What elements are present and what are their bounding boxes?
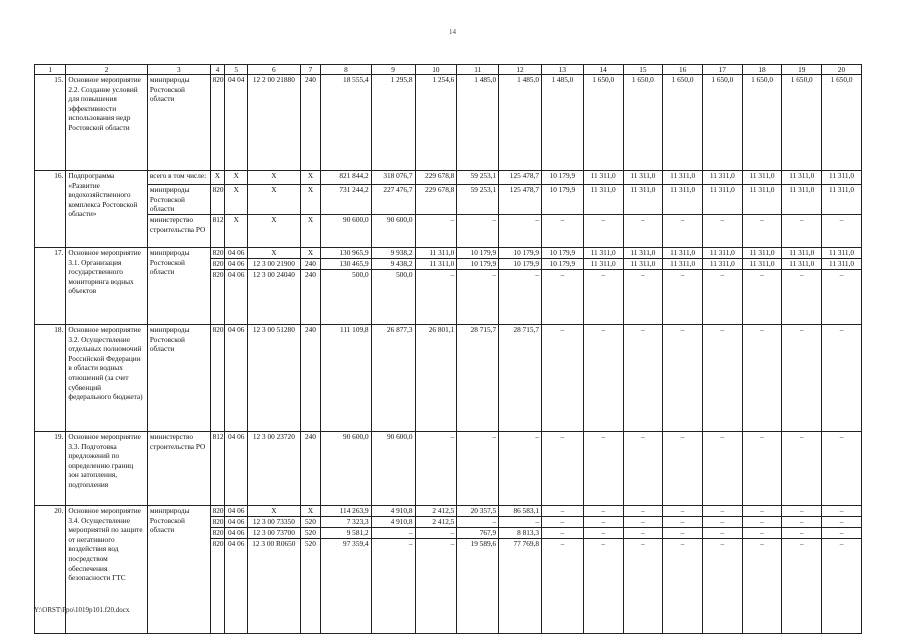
target-article-code: X [248,171,300,185]
amount-cell: 28 715,7 [499,325,542,432]
amount-cell: 227 476,7 [371,185,415,215]
amount-cell: 1 650,0 [822,75,862,171]
page-number: 14 [449,28,456,36]
amount-cell: – [742,506,782,517]
amount-cell: – [702,270,742,325]
grbs-code: 820 [210,517,225,528]
expense-type-code: X [300,248,321,259]
amount-cell: – [822,539,862,634]
amount-cell: – [541,506,583,517]
amount-cell: 26 877,3 [371,325,415,432]
target-article-code: 12 3 00 R0650 [248,539,300,634]
executor-cell: минприроды Ростовской области [147,75,210,171]
table-row [35,432,862,506]
amount-cell: 11 311,0 [623,171,663,185]
amount-cell: 318 076,7 [371,171,415,185]
amount-cell: – [499,517,542,528]
section-code: 04 06 [225,517,248,528]
expense-type-code: X [300,506,321,517]
amount-cell: – [782,270,822,325]
row-number: 20. [35,506,66,634]
amount-cell: 11 311,0 [663,248,703,259]
amount-cell: 11 311,0 [742,171,782,185]
amount-cell: – [623,506,663,517]
grbs-code: 820 [210,185,225,215]
col-header: 8 [321,65,371,75]
amount-cell: – [702,325,742,432]
amount-cell: 59 253,1 [457,185,499,215]
section-code: X [225,185,248,215]
amount-cell: – [541,517,583,528]
amount-cell: – [541,325,583,432]
amount-cell: 90 600,0 [321,215,371,248]
measure-title: Основное мероприятие 3.1. Организация государственного мониторинга водных объектов [66,248,148,325]
col-header: 20 [822,65,862,75]
amount-cell: – [782,539,822,634]
amount-cell: 4 910,8 [371,517,415,528]
amount-cell: 10 179,9 [499,248,542,259]
grbs-code: 812 [210,215,225,248]
amount-cell: – [583,528,623,539]
amount-cell: – [457,270,499,325]
file-path-footer: Y:\ORST\Ppo\1019p101.f20.docx [34,606,130,614]
measure-title: Основное мероприятие 3.2. Осуществление отдельных полномочий Российской Федерации в области водных отношений (за счет субвенций федерального бюджета) [66,325,148,432]
amount-cell: 77 769,8 [499,539,542,634]
amount-cell: – [415,215,457,248]
amount-cell: 18 555,4 [321,75,371,171]
col-header: 7 [300,65,321,75]
amount-cell: – [663,270,703,325]
table-row [35,215,862,248]
amount-cell: 10 179,9 [457,248,499,259]
amount-cell: 229 678,8 [415,185,457,215]
target-article-code: 12 3 00 23720 [248,432,300,506]
table-row [35,75,862,171]
amount-cell: – [457,517,499,528]
col-header: 4 [210,65,225,75]
amount-cell: 11 311,0 [742,248,782,259]
expense-type-code: X [300,215,321,248]
amount-cell: 11 311,0 [702,248,742,259]
amount-cell: – [623,215,663,248]
amount-cell: – [583,325,623,432]
amount-cell: 1 650,0 [663,75,703,171]
amount-cell: – [499,432,542,506]
amount-cell: – [623,528,663,539]
amount-cell: 4 910,8 [371,506,415,517]
col-header: 6 [248,65,300,75]
amount-cell: 9 938,2 [371,248,415,259]
amount-cell: – [541,215,583,248]
amount-cell: – [782,528,822,539]
amount-cell: 19 589,6 [457,539,499,634]
target-article-code: X [248,248,300,259]
grbs-code: 820 [210,325,225,432]
amount-cell: 26 801,1 [415,325,457,432]
col-header: 1 [35,65,66,75]
amount-cell: 1 650,0 [702,75,742,171]
table-row [35,171,862,185]
amount-cell: 11 311,0 [702,185,742,215]
amount-cell: – [782,432,822,506]
grbs-code: 820 [210,75,225,171]
expense-type-code: X [300,171,321,185]
amount-cell: 28 715,7 [457,325,499,432]
amount-cell: 11 311,0 [742,259,782,270]
amount-cell: – [541,539,583,634]
amount-cell: 130 465,9 [321,259,371,270]
amount-cell: – [702,432,742,506]
section-code: 04 06 [225,325,248,432]
amount-cell: 1 485,0 [457,75,499,171]
amount-cell: 767,9 [457,528,499,539]
amount-cell: – [822,506,862,517]
section-code: 04 06 [225,248,248,259]
amount-cell: – [742,325,782,432]
expense-type-code: 240 [300,432,321,506]
amount-cell: – [663,325,703,432]
amount-cell: 111 109,8 [321,325,371,432]
amount-cell: 11 311,0 [782,185,822,215]
amount-cell: – [702,528,742,539]
amount-cell: – [702,539,742,634]
amount-cell: – [583,506,623,517]
amount-cell: 11 311,0 [663,171,703,185]
col-header: 16 [663,65,703,75]
amount-cell: 125 478,7 [499,171,542,185]
row-number: 19. [35,432,66,506]
amount-cell: 130 965,9 [321,248,371,259]
amount-cell: – [663,539,703,634]
target-article-code: 12 3 00 51280 [248,325,300,432]
amount-cell: – [541,528,583,539]
amount-cell: – [822,215,862,248]
amount-cell: 11 311,0 [663,185,703,215]
amount-cell: – [663,506,703,517]
amount-cell: 1 650,0 [782,75,822,171]
amount-cell: – [457,215,499,248]
amount-cell: – [822,325,862,432]
amount-cell: – [742,517,782,528]
target-article-code: 12 3 00 73350 [248,517,300,528]
amount-cell: – [371,528,415,539]
col-header: 13 [541,65,583,75]
amount-cell: – [782,215,822,248]
row-number: 18. [35,325,66,432]
expense-type-code: 240 [300,325,321,432]
amount-cell: 7 323,3 [321,517,371,528]
row-number: 17. [35,248,66,325]
row-number: 15. [35,75,66,171]
table-row [35,248,862,259]
amount-cell: – [782,325,822,432]
amount-cell: 11 311,0 [782,171,822,185]
section-code: 04 06 [225,506,248,517]
amount-cell: – [623,539,663,634]
amount-cell: 86 583,1 [499,506,542,517]
grbs-code: X [210,171,225,185]
amount-cell: – [742,528,782,539]
amount-cell: – [623,432,663,506]
amount-cell: 11 311,0 [822,259,862,270]
grbs-code: 820 [210,539,225,634]
col-header: 12 [499,65,542,75]
amount-cell: 10 179,9 [541,185,583,215]
expense-type-code: 520 [300,539,321,634]
amount-cell: – [623,270,663,325]
amount-cell: – [822,270,862,325]
section-code: X [225,171,248,185]
amount-cell: – [415,528,457,539]
section-code: 04 06 [225,539,248,634]
amount-cell: 11 311,0 [702,259,742,270]
amount-cell: – [822,517,862,528]
grbs-code: 820 [210,259,225,270]
col-header: 14 [583,65,623,75]
col-header: 9 [371,65,415,75]
amount-cell: 11 311,0 [822,171,862,185]
grbs-code: 820 [210,248,225,259]
target-article-code: X [248,506,300,517]
executor-cell: минприроды Ростовской области [147,248,210,325]
col-header: 10 [415,65,457,75]
amount-cell: 1 295,8 [371,75,415,171]
executor-cell: всего в том числе: [147,171,210,185]
amount-cell: – [583,270,623,325]
amount-cell: – [457,432,499,506]
expense-type-code: 520 [300,517,321,528]
amount-cell: – [415,432,457,506]
amount-cell: 11 311,0 [663,259,703,270]
amount-cell: 1 485,0 [499,75,542,171]
col-header: 11 [457,65,499,75]
table-row [35,506,862,517]
measure-title: Основное мероприятие 2.2. Создание условий для повышения эффективности использования недр Ростовской области [66,75,148,171]
amount-cell: – [663,432,703,506]
amount-cell: – [742,432,782,506]
amount-cell: 9 438,2 [371,259,415,270]
amount-cell: – [742,539,782,634]
measure-title: Основное мероприятие 3.3. Подготовка предложений по определению границ зон затопления, подтопления [66,432,148,506]
amount-cell: 11 311,0 [583,185,623,215]
amount-cell: – [583,517,623,528]
amount-cell: 10 179,9 [541,248,583,259]
executor-cell: минприроды Ростовской области [147,506,210,634]
amount-cell: 20 357,5 [457,506,499,517]
section-code: 04 06 [225,528,248,539]
amount-cell: 11 311,0 [583,171,623,185]
amount-cell: 90 600,0 [321,432,371,506]
amount-cell: – [742,270,782,325]
amount-cell: – [663,528,703,539]
row-number: 16. [35,171,66,248]
amount-cell: – [541,270,583,325]
amount-cell: 11 311,0 [782,259,822,270]
amount-cell: 114 263,9 [321,506,371,517]
amount-cell: – [499,270,542,325]
amount-cell: 10 179,9 [457,259,499,270]
section-code: 04 06 [225,270,248,325]
expense-type-code: 240 [300,75,321,171]
amount-cell: 821 844,2 [321,171,371,185]
amount-cell: 11 311,0 [623,259,663,270]
amount-cell: – [583,432,623,506]
col-header: 17 [702,65,742,75]
table-row [35,325,862,432]
amount-cell: 500,0 [321,270,371,325]
amount-cell: – [623,325,663,432]
col-header: 18 [742,65,782,75]
amount-cell: 2 412,5 [415,517,457,528]
amount-cell: 10 179,9 [541,171,583,185]
amount-cell: – [782,506,822,517]
expense-type-code: X [300,185,321,215]
grbs-code: 820 [210,528,225,539]
section-code: X [225,215,248,248]
grbs-code: 812 [210,432,225,506]
budget-table [34,64,862,634]
amount-cell: 11 311,0 [583,248,623,259]
amount-cell: 11 311,0 [583,259,623,270]
amount-cell: 11 311,0 [742,185,782,215]
amount-cell: 11 311,0 [782,248,822,259]
expense-type-code: 240 [300,270,321,325]
amount-cell: 11 311,0 [623,185,663,215]
executor-cell: минприроды Ростовской области [147,185,210,215]
amount-cell: 90 600,0 [371,215,415,248]
amount-cell: 1 485,0 [541,75,583,171]
col-header: 15 [623,65,663,75]
amount-cell: – [822,528,862,539]
grbs-code: 820 [210,270,225,325]
amount-cell: 11 311,0 [822,248,862,259]
amount-cell: 1 254,6 [415,75,457,171]
amount-cell: – [702,517,742,528]
target-article-code: X [248,185,300,215]
target-article-code: 12 3 00 24040 [248,270,300,325]
measure-title: Подпрограмма «Развитие водохозяйственного комплекса Ростовской области» [66,171,148,248]
measure-title: Основное мероприятие 3.4. Осуществление мероприятий по защите от негативного воздействия вод посредством обеспечения безопасности ГТС [66,506,148,634]
amount-cell: – [415,539,457,634]
target-article-code: 12 2 00 21880 [248,75,300,171]
col-header: 5 [225,65,248,75]
amount-cell: – [583,539,623,634]
amount-cell: – [371,539,415,634]
amount-cell: 1 650,0 [583,75,623,171]
amount-cell: 10 179,9 [541,259,583,270]
executor-cell: министерство строительства РО [147,432,210,506]
amount-cell: 90 600,0 [371,432,415,506]
expense-type-code: 240 [300,259,321,270]
target-article-code: 12 3 00 73700 [248,528,300,539]
amount-cell: 1 650,0 [623,75,663,171]
amount-cell: 731 244,2 [321,185,371,215]
amount-cell: 8 813,3 [499,528,542,539]
amount-cell: – [541,432,583,506]
amount-cell: – [742,215,782,248]
section-code: 04 06 [225,432,248,506]
amount-cell: – [822,432,862,506]
amount-cell: 11 311,0 [623,248,663,259]
table-header-row [35,65,862,75]
amount-cell: 125 478,7 [499,185,542,215]
col-header: 3 [147,65,210,75]
target-article-code: 12 3 00 21900 [248,259,300,270]
col-header: 2 [66,65,148,75]
amount-cell: – [702,506,742,517]
amount-cell: – [702,215,742,248]
amount-cell: – [583,215,623,248]
grbs-code: 820 [210,506,225,517]
amount-cell: – [663,517,703,528]
section-code: 04 04 [225,75,248,171]
target-article-code: X [248,215,300,248]
amount-cell: 59 253,1 [457,171,499,185]
amount-cell: 500,0 [371,270,415,325]
executor-cell: министерство строительства РО [147,215,210,248]
amount-cell: 11 311,0 [822,185,862,215]
amount-cell: 11 311,0 [415,259,457,270]
section-code: 04 06 [225,259,248,270]
amount-cell: – [623,517,663,528]
amount-cell: 1 650,0 [742,75,782,171]
amount-cell: 10 179,9 [499,259,542,270]
executor-cell: минприроды Ростовской области [147,325,210,432]
amount-cell: – [415,270,457,325]
amount-cell: 229 678,8 [415,171,457,185]
expense-type-code: 520 [300,528,321,539]
amount-cell: – [663,215,703,248]
amount-cell: 11 311,0 [415,248,457,259]
amount-cell: – [782,517,822,528]
col-header: 19 [782,65,822,75]
amount-cell: 11 311,0 [702,171,742,185]
amount-cell: 9 581,2 [321,528,371,539]
amount-cell: 97 359,4 [321,539,371,634]
table-row [35,185,862,215]
amount-cell: 2 412,5 [415,506,457,517]
amount-cell: – [499,215,542,248]
